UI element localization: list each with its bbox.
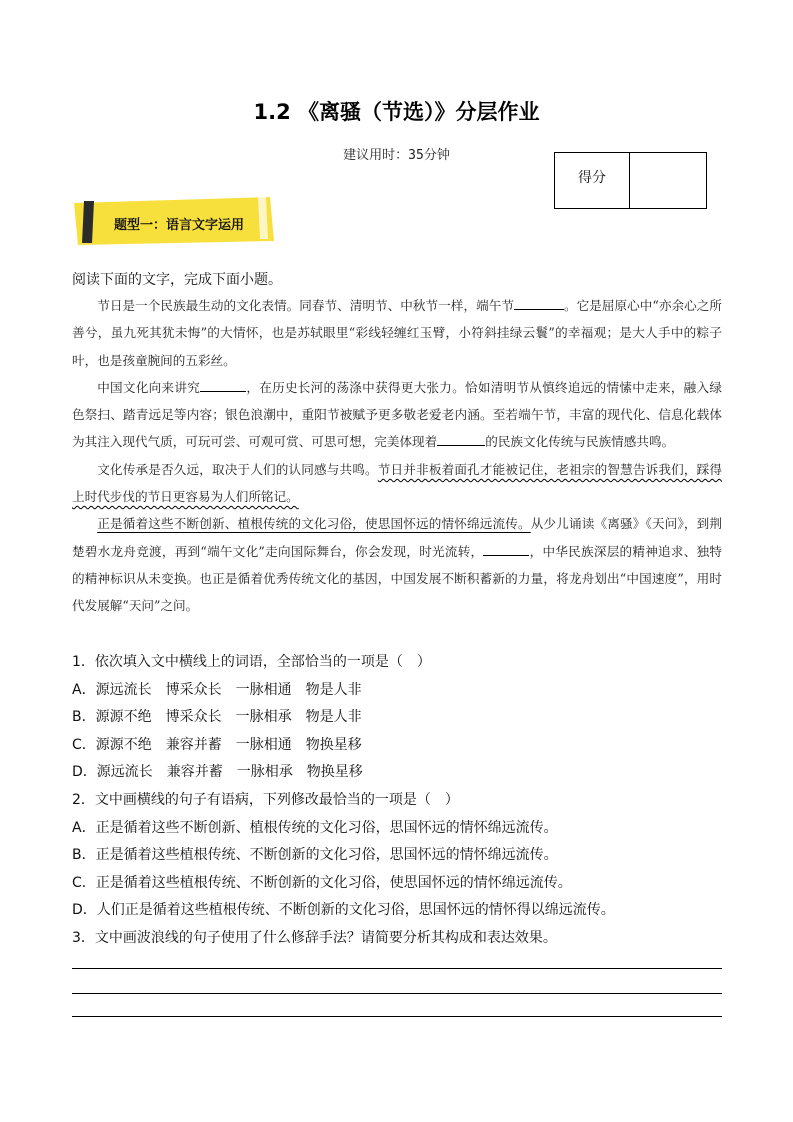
wavy-underlined-sentence: 节日并非板着面孔才能被记住，老祖宗的智慧告诉我们，踩得上时代步伐的节日更容易为人们所铭记。 (72, 461, 723, 505)
passage-text: ，中华民族深层的精神追求、独特的精神标识从未变换。也正是循着优秀传统文化的基因，中国发展不断积蓄新的力量，将龙舟划出“中国速度”，用时代发展解“天问”之问。 (72, 543, 722, 614)
passage-text: 从少儿诵读《离骚》《天问》，到荆楚碧水龙舟竞渡，再到“端午文化”走向国际舞台，你会发现，时光流转， (72, 516, 722, 559)
question-2-stem: 2．文中画横线的句子有语病，下列修改最恰当的一项是（ ） (72, 791, 459, 808)
question-2-option-b[interactable]: B．正是循着这些植根传统、不断创新的文化习俗，思国怀远的情怀绵远流传。 (72, 847, 558, 864)
fill-blank-1[interactable] (514, 295, 564, 310)
passage-paragraph-4 (72, 510, 722, 619)
passage-text: 的民族文化传统与民族情感共鸣。 (485, 434, 675, 450)
question-1-option-d[interactable]: D．源远流长 兼容并蓄 一脉相承 物换星移 (72, 764, 363, 781)
passage-text: 。它是屈原心中“亦余心之所善兮，虽九死其犹未悔”的大情怀，也是苏轼眼里“彩线轻缠红玉臂，小符斜挂绿云鬟”的幸福观；是大人手中的粽子叶，也是孩童腕间的五彩丝。 (72, 298, 722, 368)
question-2-option-d[interactable]: D．人们正是循着这些植根传统、不断创新的文化习俗，思国怀远的情怀得以绵远流传。 (72, 902, 615, 919)
underlined-sentence: 正是循着这些不断创新、植根传统的文化习俗，使思国怀远的情怀绵远流传。 (97, 516, 531, 532)
section-banner (70, 193, 276, 248)
question-2-option-c[interactable]: C．正是循着这些植根传统、不断创新的文化习俗，使思国怀远的情怀绵远流传。 (72, 874, 572, 891)
reading-passage (72, 292, 722, 620)
question-1-option-a[interactable]: A．源远流长 博采众长 一脉相通 物是人非 (72, 681, 362, 698)
passage-text: 中国文化向来讲究 (97, 379, 201, 395)
question-1-option-c[interactable]: C．源源不绝 兼容并蓄 一脉相通 物换星移 (72, 736, 362, 753)
fill-blank-4[interactable] (483, 541, 529, 556)
question-1-stem: 1．依次填入文中横线上的词语，全部恰当的一项是（ ） (72, 654, 431, 670)
page-title: 1.2 《离骚（节选）》分层作业 (253, 100, 540, 124)
section-banner-label: 题型一：语言文字运用 (114, 218, 245, 233)
passage-paragraph-1 (72, 292, 722, 374)
question-1-option-b[interactable]: B．源源不绝 博采众长 一脉相承 物是人非 (72, 709, 362, 726)
score-value-cell[interactable] (630, 153, 707, 209)
passage-text: 文化传承是否久远，取决于人们的认同感与共鸣。 (97, 461, 378, 477)
passage-text: 节日是一个民族最生动的文化表情。同春节、清明节、中秋节一样，端午节 (97, 298, 514, 313)
passage-paragraph-3 (72, 456, 722, 511)
question-2-option-a[interactable]: A．正是循着这些不断创新、植根传统的文化习俗，思国怀远的情怀绵远流传。 (72, 819, 558, 836)
score-label: 得分 (555, 153, 630, 209)
fill-blank-3[interactable] (437, 431, 485, 446)
answer-line-1[interactable] (72, 968, 722, 969)
question-list (72, 649, 732, 953)
suggested-time: 建议用时：35分钟 (343, 148, 450, 163)
passage-text: ，在历史长河的荡涤中获得更大张力。恰如清明节从慎终追远的情愫中走来，融入绿色祭扫、踏青远足等内容；银色浪潮中，重阳节被赋予更多敬老爱老内涵。至若端午节，丰富的现代化、信息化载体为其注入现代气质，可玩可尝、可观可赏、可思可想，完美体现着 (72, 379, 723, 450)
question-3-stem: 3．文中画波浪线的句子使用了什么修辞手法？请简要分析其构成和表达效果。 (72, 929, 557, 946)
passage-paragraph-2 (72, 374, 722, 456)
fill-blank-2[interactable] (200, 377, 246, 392)
score-box (554, 152, 707, 209)
answer-line-3[interactable] (72, 1016, 722, 1017)
instruction-text: 阅读下面的文字，完成下面小题。 (72, 272, 282, 288)
answer-line-2[interactable] (72, 993, 722, 994)
